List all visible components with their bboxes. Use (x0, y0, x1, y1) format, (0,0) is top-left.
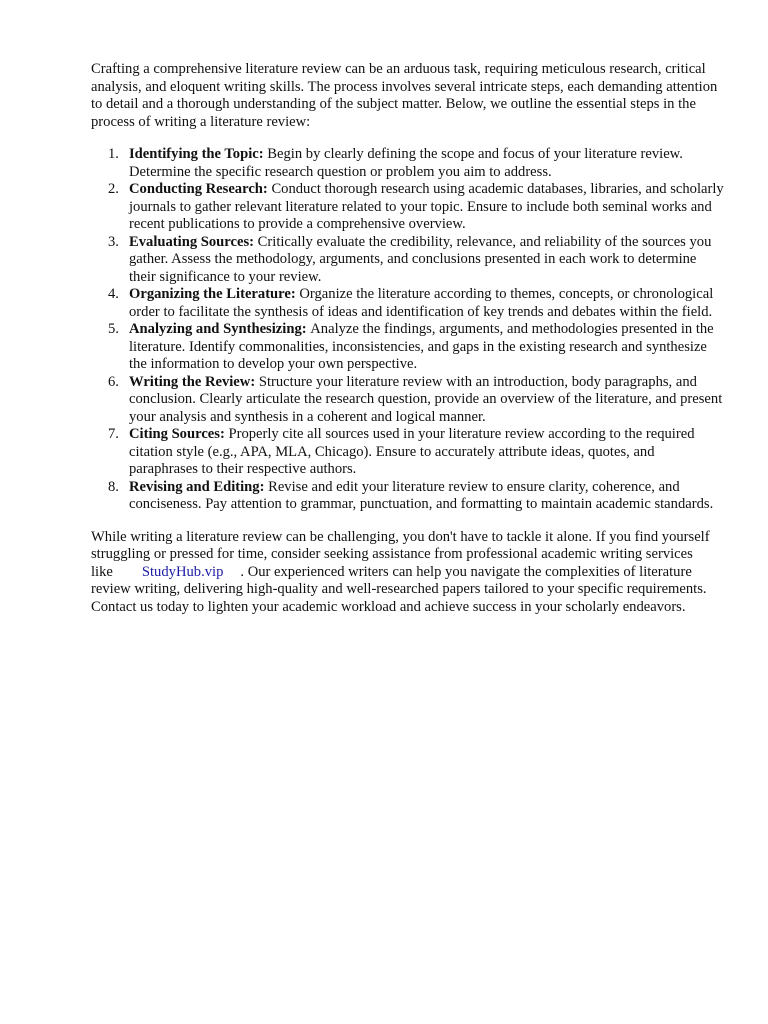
list-item (91, 234, 725, 287)
list-item (91, 479, 725, 514)
closing-text-after-link: . Our experienced writers can help you navigate the complexities of literature review writing, delivering high-quality and well-researched papers tailored to your specific requirements. Contact us today to lighten your academic workload and achieve success in your scholarly endeavors. (91, 563, 707, 615)
list-item-term: Identifying the Topic: (129, 146, 264, 162)
list-item-number: 6. (108, 373, 119, 390)
list-item-number: 8. (108, 478, 119, 495)
list-item-number: 5. (108, 321, 119, 337)
list-item-number: 3. (108, 233, 119, 250)
list-item (91, 426, 725, 479)
list-item (91, 321, 725, 374)
list-item-number: 2. (108, 181, 119, 197)
list-item-text: Revise and edit your literature review to ensure clarity, coherence, and conciseness. Pay attention to grammar, punctuation, and formatting to maintain academic standards. (129, 478, 714, 512)
list-item-number: 7. (108, 426, 119, 442)
document-page (91, 61, 725, 616)
list-item-term: Revising and Editing: (129, 478, 265, 495)
list-item-text: Critically evaluate the credibility, relevance, and reliability of the sources you gather. Assess the methodology, arguments, and conclusions presented in each work to determine their significance to your review. (129, 233, 712, 285)
list-item-term: Organizing the Literature: (129, 286, 296, 302)
list-item-term: Evaluating Sources: (129, 233, 255, 250)
list-item-number: 4. (108, 286, 119, 302)
list-item (91, 286, 725, 321)
studyhub-link[interactable]: StudyHub.vip (141, 563, 224, 580)
list-item-text: Structure your literature review with an introduction, body paragraphs, and conclusion. Clearly articulate the research question, provide an overview of the literature, and present your analysis and synthesis in a coherent and logical manner. (129, 373, 723, 425)
list-item-term: Writing the Review: (129, 373, 256, 390)
list-item-text: Conduct thorough research using academic databases, libraries, and scholarly journals to gather relevant literature related to your topic. Ensure to include both seminal works and recent publications to provide a comprehensive overview. (129, 181, 724, 232)
list-item-term: Citing Sources: (129, 426, 225, 442)
list-item-number: 1. (108, 146, 119, 162)
intro-paragraph: Crafting a comprehensive literature review can be an arduous task, requiring meticulous research, critical analysis, and eloquent writing skills. The process involves several intricate steps, each demanding attention to detail and a thorough understanding of the subject matter. Below, we outline the essential steps in the process of writing a literature review: (91, 61, 718, 130)
steps-list (91, 146, 725, 514)
list-item-term: Analyzing and Synthesizing: (129, 321, 307, 337)
list-item-text: Analyze the findings, arguments, and methodologies presented in the literature. Identify commonalities, inconsistencies, and gaps in the existing research and synthesize the information to develop your own perspective. (129, 321, 714, 372)
list-item (91, 181, 725, 234)
list-item (91, 146, 725, 181)
closing-text-before-link: While writing a literature review can be challenging, you don't have to tackle it alone. If you find yourself struggling or pressed for time, consider seeking assistance from professional academic writing services like (91, 528, 710, 580)
list-item-text: Properly cite all sources used in your literature review according to the required citation style (e.g., APA, MLA, Chicago). Ensure to accurately attribute ideas, quotes, and paraphrases to their respective authors. (129, 426, 695, 477)
list-item-term: Conducting Research: (129, 181, 268, 197)
list-item (91, 374, 725, 427)
list-item-text: Begin by clearly defining the scope and focus of your literature review. Determine the specific research question or problem you aim to address. (129, 146, 683, 180)
closing-paragraph (91, 529, 725, 617)
list-item-text: Organize the literature according to themes, concepts, or chronological order to facilitate the synthesis of ideas and identification of key trends and debates within the field. (129, 286, 714, 320)
